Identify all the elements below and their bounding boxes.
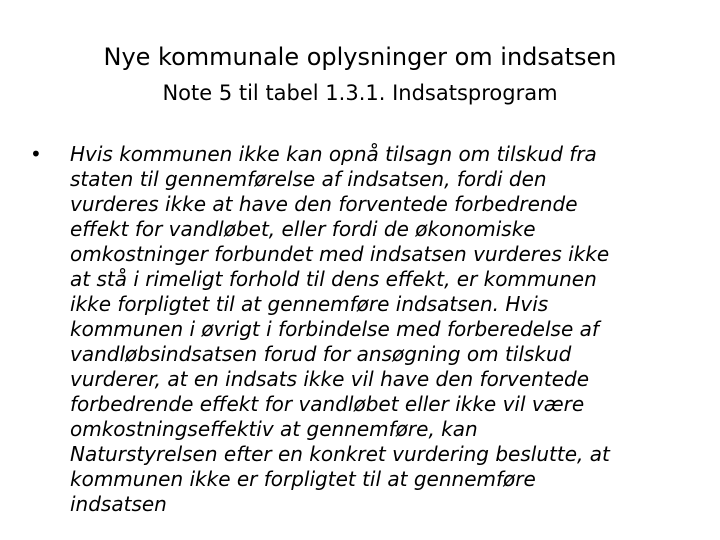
slide-title: Nye kommunale oplysninger om indsatsen	[103, 43, 617, 71]
bullet-text-line: Hvis kommunen ikke kan opnå tilsagn om tilskud fra	[70, 142, 597, 166]
bullet-text-line: Naturstyrelsen efter en konkret vurdering beslutte, at	[70, 442, 610, 466]
bullet-text-line: omkostningseffektiv at gennemføre, kan	[70, 417, 478, 441]
bullet-text-line: vurderes ikke at have den forventede forbedrende	[70, 192, 578, 216]
bullet-text-line: omkostninger forbundet med indsatsen vurderes ikke	[70, 242, 610, 266]
bullet-text-line: effekt for vandløbet, eller fordi de økonomiske	[70, 217, 536, 241]
bullet-item	[30, 142, 670, 517]
bullet-text-line: ikke forpligtet til at gennemføre indsatsen. Hvis	[70, 292, 549, 316]
bullet-text-line: kommunen i øvrigt i forbindelse med forberedelse af	[70, 317, 599, 341]
bullet-list	[30, 142, 670, 517]
bullet-text-line: indsatsen	[70, 492, 167, 516]
bullet-text-line: vandløbsindsatsen forud for ansøgning om tilskud	[70, 342, 572, 366]
bullet-text-line: kommunen ikke er forpligtet til at gennemføre	[70, 467, 536, 491]
slide-subtitle: Note 5 til tabel 1.3.1. Indsatsprogram	[162, 81, 558, 105]
bullet-text-line: staten til gennemførelse af indsatsen, fordi den	[70, 167, 547, 191]
bullet-text-line: forbedrende effekt for vandløbet eller ikke vil være	[70, 392, 585, 416]
bullet-text-line: at stå i rimeligt forhold til dens effekt, er kommunen	[70, 267, 597, 291]
bullet-text-line: vurderer, at en indsats ikke vil have den forventede	[70, 367, 589, 391]
bullet-icon: •	[30, 142, 42, 166]
